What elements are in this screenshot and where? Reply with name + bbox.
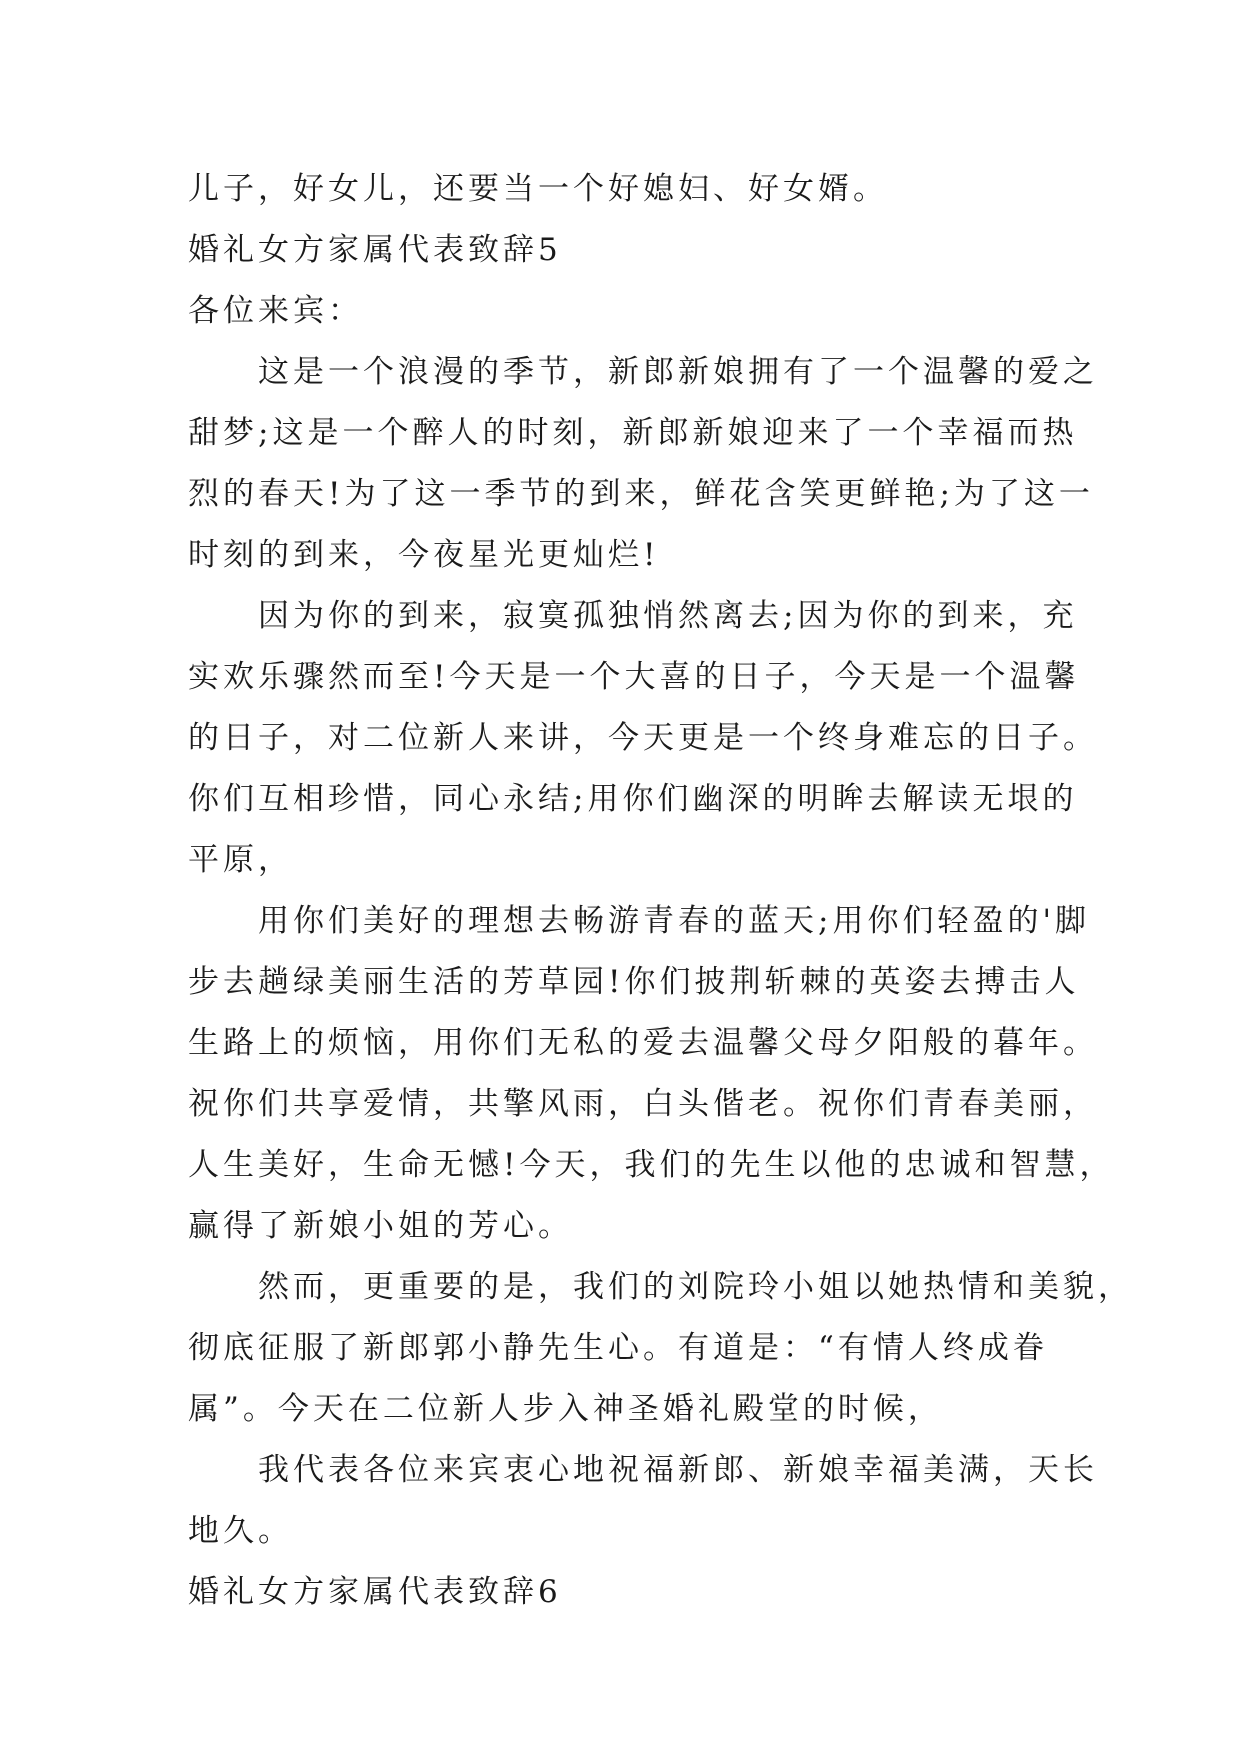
paragraph-1-line: 烈的春天!为了这一季节的到来，鲜花含笑更鲜艳;为了这一 (188, 476, 1094, 512)
document-body (188, 159, 1133, 1623)
paragraph-2-line: 的日子，对二位新人来讲，今天更是一个终身难忘的日子。 (188, 720, 1098, 756)
paragraph-3-line: 人生美好，生命无憾!今天，我们的先生以他的忠诚和智慧， (188, 1147, 1115, 1183)
paragraph-2-line: 你们互相珍惜，同心永结;用你们幽深的明眸去解读无垠的 (188, 781, 1078, 817)
paragraph-1-line: 这是一个浪漫的季节，新郎新娘拥有了一个温馨的爱之 (258, 354, 1098, 390)
paragraph-3-line: 赢得了新娘小姐的芳心。 (188, 1208, 573, 1244)
salutation: 各位来宾： (188, 293, 363, 329)
paragraph-2-line: 实欢乐骤然而至!今天是一个大喜的日子，今天是一个温馨 (188, 659, 1080, 695)
paragraph-3-line: 用你们美好的理想去畅游青春的蓝天;用你们轻盈的'脚 (258, 903, 1090, 939)
paragraph-1-line: 甜梦;这是一个醉人的时刻，新郎新娘迎来了一个幸福而热 (188, 415, 1078, 451)
paragraph-5-line: 我代表各位来宾衷心地祝福新郎、新娘幸福美满，天长 (258, 1452, 1098, 1488)
paragraph-1-line: 时刻的到来，今夜星光更灿烂! (188, 537, 660, 573)
paragraph-4-line: 彻底征服了新郎郭小静先生心。有道是：“有情人终成眷 (188, 1330, 1048, 1366)
paragraph-5-line: 地久。 (188, 1513, 293, 1549)
paragraph-4-line: 然而，更重要的是，我们的刘院玲小姐以她热情和美貌， (258, 1269, 1133, 1305)
text-line: 儿子，好女儿，还要当一个好媳妇、好女婿。 (188, 171, 888, 207)
section-heading: 婚礼女方家属代表致辞6 (188, 1574, 562, 1610)
paragraph-4-line: 属”。今天在二位新人步入神圣婚礼殿堂的时候， (188, 1391, 943, 1427)
paragraph-2-line: 因为你的到来，寂寞孤独悄然离去;因为你的到来，充 (258, 598, 1078, 634)
paragraph-3-line: 祝你们共享爱情，共擎风雨，白头偕老。祝你们青春美丽， (188, 1086, 1098, 1122)
paragraph-3-line: 步去趟绿美丽生活的芳草园!你们披荆斩棘的英姿去搏击人 (188, 964, 1080, 1000)
section-heading: 婚礼女方家属代表致辞5 (188, 232, 562, 268)
paragraph-3-line: 生路上的烦恼，用你们无私的爱去温馨父母夕阳般的暮年。 (188, 1025, 1098, 1061)
paragraph-2-line: 平原， (188, 842, 293, 878)
